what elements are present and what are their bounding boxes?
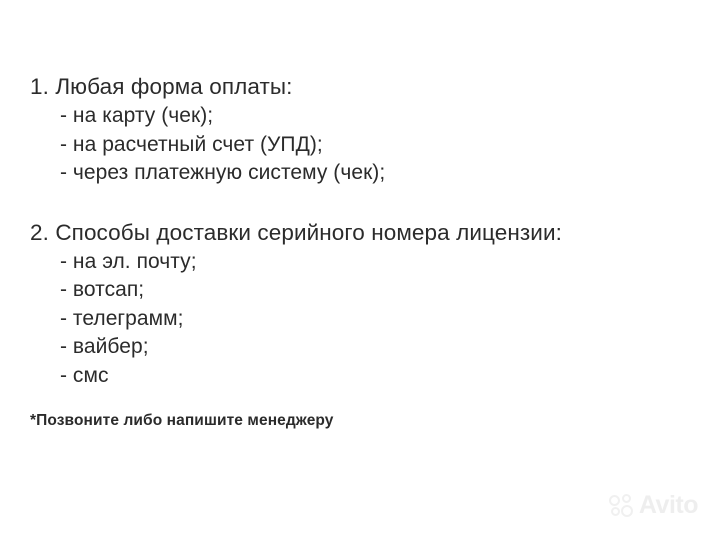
section-payment-list (30, 102, 700, 188)
list-item: - на эл. почту; (60, 249, 197, 273)
section-spacer (30, 188, 700, 218)
list-item: - на расчетный счет (УПД); (60, 132, 323, 156)
document-content (30, 72, 700, 430)
section-delivery-heading: 2. Способы доставки серийного номера лицензии: (30, 219, 562, 245)
list-item: - смс (60, 363, 109, 387)
list-item: - через платежную систему (чек); (60, 161, 386, 184)
avito-watermark (609, 493, 698, 518)
list-item: - на карту (чек); (60, 104, 214, 127)
footnote: *Позвоните либо напишите менеджеру (30, 412, 334, 429)
list-item: - вайбер; (60, 335, 149, 358)
section-payment (30, 72, 700, 188)
section-payment-heading: 1. Любая форма оплаты: (30, 74, 293, 99)
section-delivery (30, 218, 700, 391)
avito-dots-icon (609, 494, 635, 518)
avito-watermark-label: Avito (638, 491, 698, 519)
section-delivery-list (30, 248, 700, 391)
list-item: - телеграмм; (60, 306, 184, 330)
list-item: - вотсап; (60, 278, 145, 301)
